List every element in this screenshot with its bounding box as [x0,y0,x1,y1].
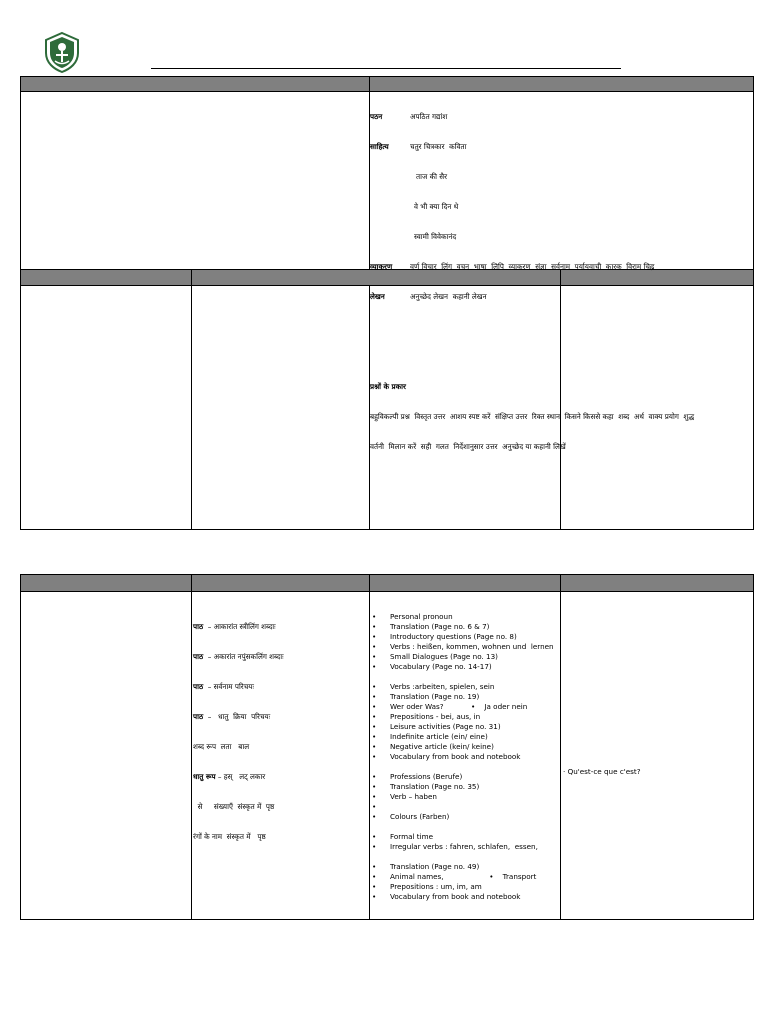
question-types-line: वर्तनी मिलान करें सही गलत निर्देशानुसार उत्तर अनुच्छेद या कहानी लिखें [370,442,566,451]
german-list-item: • Translation (Page no. 35) [372,782,480,791]
sanskrit-row: रंगों के नाम संस्कृत में पृष्ठ [193,832,266,841]
bullet-icon: • [372,732,377,741]
bullet-icon: • [372,772,377,781]
german-list-item: • Verbs : heißen, kommen, wohnen und lernen [372,642,554,651]
german-list-item: • Verbs :arbeiten, spielen, sein [372,682,495,691]
bullet-icon: • [372,802,377,811]
bullet-icon: • [372,632,377,641]
sanskrit-row: पाठ – धातु क्रिया परिचयः [193,712,271,721]
sanskrit-row: पाठ – आकारांत स्त्रीलिंग शब्दाः [193,622,276,631]
german-list-item: • Indefinite article (ein/ eine) [372,732,488,741]
bullet-icon: • [372,842,377,851]
bullet-icon: • [372,692,377,701]
bullet-icon: • [372,882,377,891]
bullet-icon: • [372,652,377,661]
german-list-item: • Vocabulary from book and notebook [372,752,521,761]
bullet-icon: • [372,662,377,671]
question-types-heading: प्रश्नों के प्रकार [370,382,406,391]
german-list-item: • Wer oder Was? • Ja oder nein [372,702,528,711]
sanskrit-row: पाठ – अकारांत नपुंसकलिंग शब्दाः [193,652,284,661]
german-list-item [372,802,554,812]
german-list-item: • Vocabulary from book and notebook [372,892,521,901]
question-types-line: बहुविकल्पी प्रश्न विस्तृत उत्तर आशय स्पष्ट करें संक्षिप्त उत्तर रिक्त स्थान किसने किससे कहा शब्द अर्थ वाक्य प्रयोग शुद्ध [370,412,695,421]
hindi-row: वे भी क्या दिन थे [414,202,459,211]
german-list-item: • Negative article (kein/ keine) [372,742,494,751]
hindi-row: स्वामी विवेकानंद [414,232,457,241]
title-rule [151,68,621,69]
bullet-icon: • [372,862,377,871]
hindi-row: पठन अपठित गद्यांश [370,112,448,121]
german-list-item: • Leisure activities (Page no. 31) [372,722,501,731]
german-syllabus-block [372,612,554,902]
bullet-icon: • [372,812,377,821]
german-list-item: • Verb – haben [372,792,437,801]
hindi-syllabus-block [370,92,694,462]
bullet-icon: • [372,782,377,791]
german-list-item: • Professions (Berufe) [372,772,463,781]
german-list-item: • Colours (Farben) [372,812,450,821]
sanskrit-row: पाठ – सर्वनाम परिचयः [193,682,254,691]
german-list-item: • Small Dialogues (Page no. 13) [372,652,498,661]
german-list-item: • Animal names, • Transport [372,872,537,881]
bullet-icon: • [372,792,377,801]
german-list-item: • Formal time [372,832,434,841]
sanskrit-row: शब्द रूप लता बाल [193,742,250,751]
bullet-icon: • [372,682,377,691]
french-item: · Qu'est-ce que c'est? [563,767,641,776]
hindi-row: साहित्य चतुर चित्रकार कविता [370,142,467,151]
german-list-item: • Prepositions : um, im, am [372,882,482,891]
hindi-row: लेखन अनुच्छेद लेखन कहानी लेखन [370,292,487,301]
table1-header-row [21,77,753,92]
table2-header-row [21,575,753,592]
hindi-row: ताज की सैर [416,172,448,181]
bullet-icon: • [372,642,377,651]
sanskrit-syllabus-block [193,602,284,852]
german-list-item: • Vocabulary (Page no. 14-17) [372,662,492,671]
french-syllabus-block [563,747,641,787]
bullet-icon: • [372,752,377,761]
german-list-item: • Translation (Page no. 49) [372,862,480,871]
bullet-icon: • [372,742,377,751]
sanskrit-row: से संख्याएँ संस्कृत में पृष्ठ [193,802,275,811]
german-list-item: • Translation (Page no. 19) [372,692,480,701]
german-list-item: • Introductory questions (Page no. 8) [372,632,517,641]
german-list-item: • Personal pronoun [372,612,453,621]
bullet-icon: • [372,832,377,841]
bullet-icon: • [372,722,377,731]
bullet-icon: • [372,612,377,621]
bullet-icon: • [372,892,377,901]
german-list-item: • Prepositions - bei, aus, in [372,712,481,721]
bullet-icon: • [372,872,377,881]
bullet-icon: • [372,712,377,721]
school-emblem-icon [43,31,81,73]
sanskrit-row: धातु रूप – हस् लट् लकार [193,772,266,781]
german-list-item: • Translation (Page no. 6 & 7) [372,622,490,631]
hindi-row: व्याकरण वर्ण विचार लिंग वचन भाषा लिपि व्याकरण संज्ञा सर्वनाम पर्यायवाची कारक विराम चिह्न [370,262,655,271]
bullet-icon: • [372,622,377,631]
german-list-item: • Irregular verbs : fahren, schlafen, essen, [372,842,538,851]
bullet-icon: • [372,702,377,711]
